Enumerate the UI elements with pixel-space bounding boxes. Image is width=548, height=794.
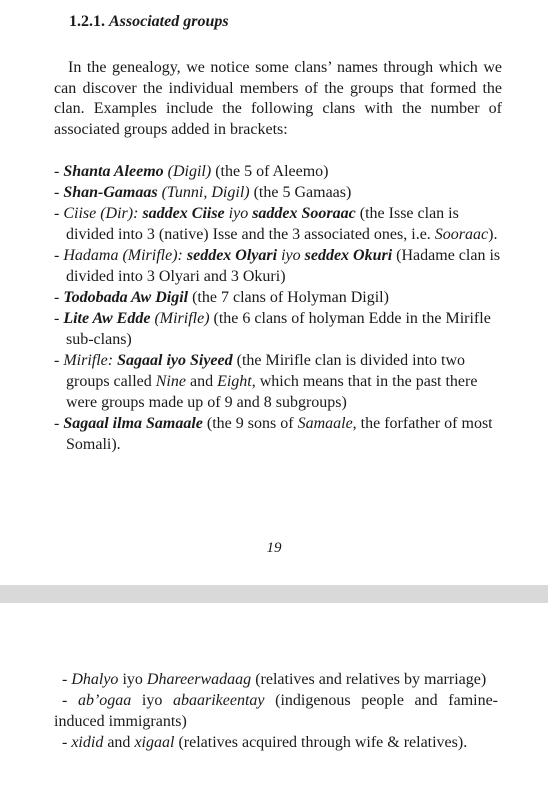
list-item — [54, 182, 502, 203]
list-item — [54, 203, 502, 245]
clan-explanation: (the 6 clans of holyman Edde in the Mirifle sub-clans) — [66, 310, 491, 348]
list-dash: - — [54, 184, 64, 201]
clan-connector: iyo — [224, 205, 253, 222]
list-dash: - — [54, 163, 64, 180]
clan-explanation: (the 5 of Aleemo) — [211, 163, 329, 180]
list-item — [54, 245, 502, 287]
list-dash: - — [54, 310, 64, 327]
relations-list — [54, 669, 498, 753]
list-item — [54, 690, 498, 732]
clan-name: Hadama (Mirifle): — [63, 247, 187, 264]
page-separator — [0, 585, 548, 603]
connector: iyo — [131, 692, 173, 709]
section-number: 1.2.1. — [69, 13, 105, 30]
clan-list — [54, 161, 502, 455]
somali-term: abaarikeentay — [172, 692, 265, 709]
somali-term: Dhalyo — [71, 671, 119, 688]
somali-term: ab’ogaa — [77, 692, 132, 709]
list-item — [54, 161, 502, 182]
clan-explanation: (the 5 Gamaas) — [249, 184, 352, 201]
connector: and — [103, 734, 135, 751]
term-explanation: (indigenous people and famine-induced immigrants) — [54, 692, 499, 730]
list-item — [54, 669, 498, 690]
list-dash: - — [54, 415, 64, 432]
clan-origin: (Mirifle) — [150, 310, 210, 327]
clan-connector: iyo — [277, 247, 305, 264]
clan-name: Shanta Aleemo — [63, 163, 164, 180]
clan-term-italic: Samaale — [297, 415, 353, 432]
somali-term: xidid — [71, 734, 104, 751]
list-dash: - — [62, 671, 72, 688]
clan-explanation-end: , which means that in the past there were groups made up of 9 and 8 subgroups) — [66, 373, 478, 411]
clan-explanation: (the Mirifle clan is divided into two groups called — [66, 352, 466, 390]
term-explanation: (relatives acquired through wife & relatives). — [174, 734, 468, 751]
list-dash: - — [62, 734, 72, 751]
clan-explanation: (the 9 sons of — [202, 415, 298, 432]
clan-explanation-end: ). — [488, 226, 498, 243]
clan-term-italic: Nine — [155, 373, 186, 390]
connector: iyo — [118, 671, 147, 688]
clan-term: saddex Sooraac — [252, 205, 356, 222]
list-dash: - — [54, 247, 64, 264]
clan-name: Sagaal ilma Samaale — [63, 415, 203, 432]
clan-term: saddex Ciise — [142, 205, 225, 222]
clan-name: Shan-Gamaas — [63, 184, 158, 201]
list-item — [54, 413, 502, 455]
list-item — [54, 350, 502, 413]
clan-explanation: (Hadame clan is divided into 3 Olyari and 3 Okuri) — [66, 247, 501, 285]
clan-term: Sagaal iyo Siyeed — [117, 352, 233, 369]
list-item — [54, 287, 502, 308]
list-dash: - — [54, 352, 64, 369]
clan-name: Mirifle: — [63, 352, 118, 369]
clan-origin: (Digil) — [163, 163, 212, 180]
list-dash: - — [54, 205, 64, 222]
clan-explanation-end: , the forfather of most Somali). — [66, 415, 493, 453]
clan-term: seddex Okuri — [304, 247, 393, 264]
term-explanation: (relatives and relatives by marriage) — [251, 671, 487, 688]
list-dash: - — [54, 289, 64, 306]
clan-origin: (Tunni, Digil) — [157, 184, 250, 201]
somali-term: xigaal — [134, 734, 175, 751]
clan-name: Todobada Aw Digil — [63, 289, 189, 306]
somali-term: Dhareerwadaag — [146, 671, 252, 688]
section-title: Associated groups — [109, 13, 229, 30]
clan-name: Ciise (Dir): — [63, 205, 143, 222]
page-20 — [0, 603, 548, 794]
clan-explanation: (the Isse clan is divided into 3 (native) Isse and the 3 associated ones, i.e. — [66, 205, 459, 243]
intro-paragraph: In the genealogy, we notice some clans’ names through which we can discover the individual members of the groups that formed the clan. Examples include the following clans with the number of associated groups added in brackets: — [54, 59, 502, 138]
clan-term: seddex Olyari — [186, 247, 278, 264]
clan-explanation: (the 7 clans of Holyman Digil) — [188, 289, 389, 306]
list-item — [54, 308, 502, 350]
section-heading — [69, 13, 229, 31]
clan-term-italic: Eight — [217, 373, 252, 390]
list-dash: - — [62, 692, 78, 709]
clan-explanation: and — [185, 373, 218, 390]
list-item — [54, 732, 498, 753]
clan-name: Lite Aw Edde — [63, 310, 151, 327]
clan-term-italic: Sooraac — [434, 226, 489, 243]
page-number: 19 — [266, 540, 282, 556]
